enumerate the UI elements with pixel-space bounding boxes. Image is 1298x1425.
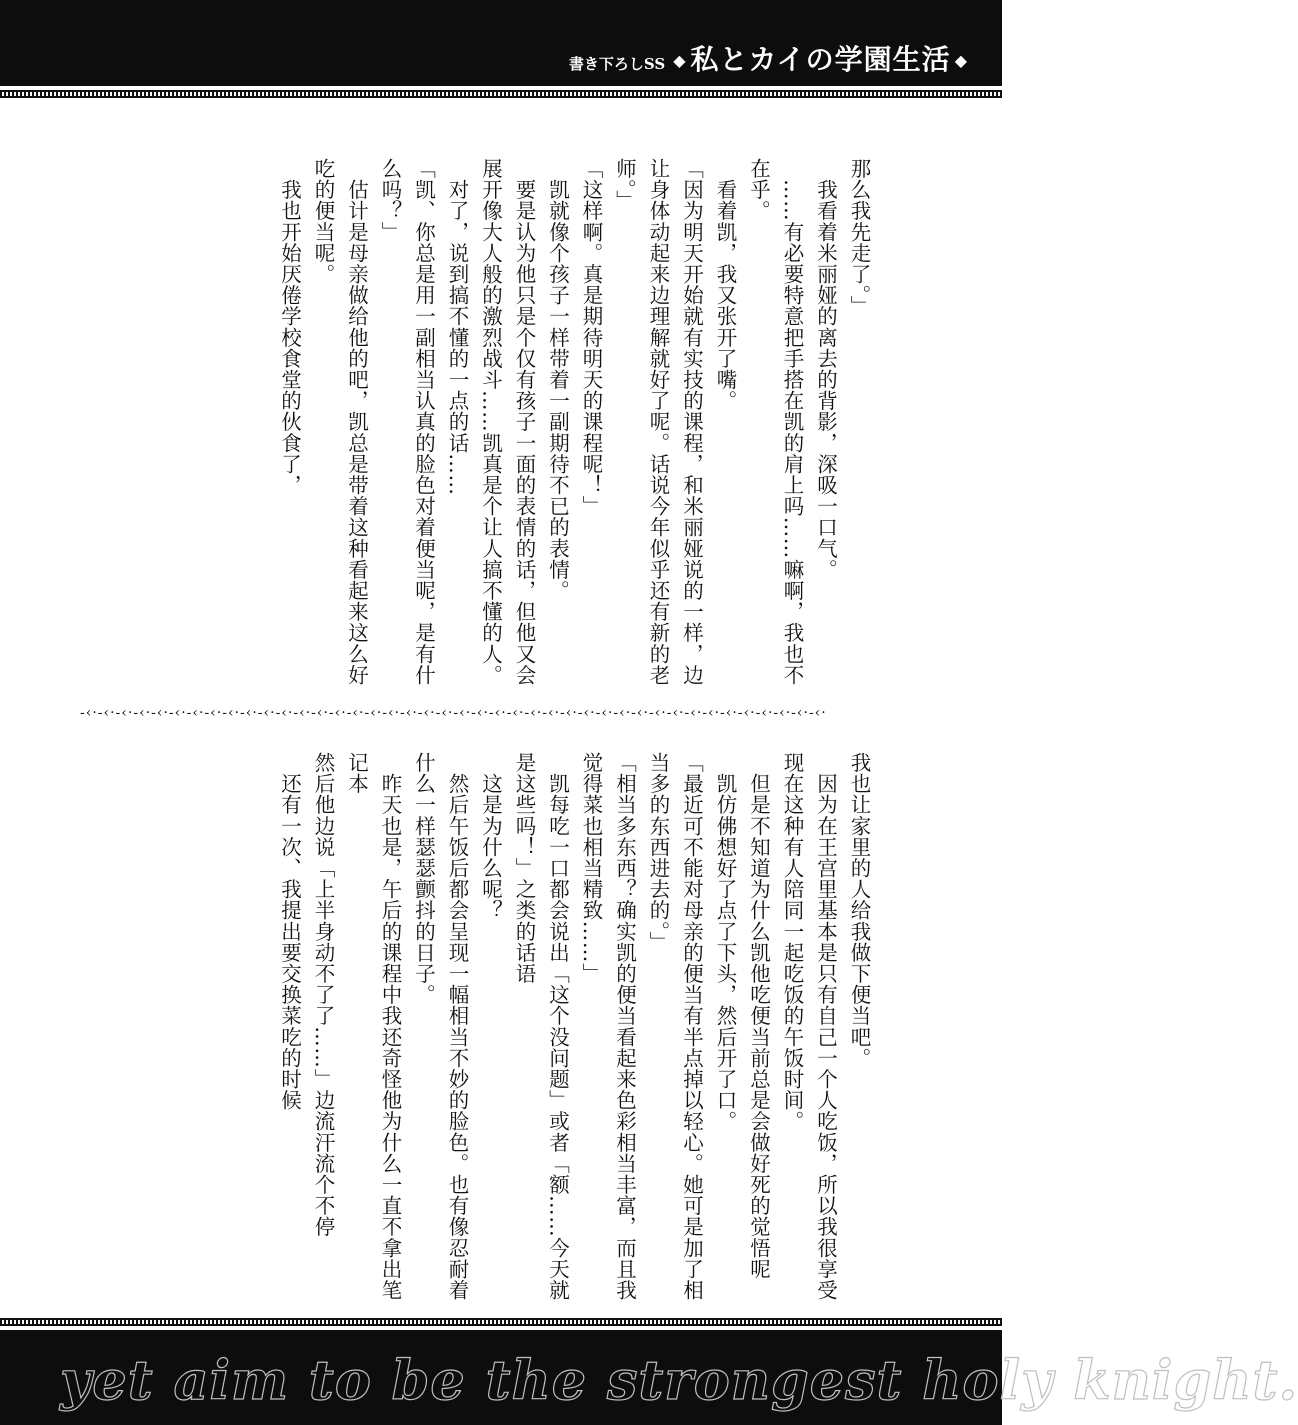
paragraph: 对了，说到搞不懂的一点的话……	[445, 158, 469, 496]
header-rule	[0, 90, 1002, 98]
paragraph: 那么我先走了。」	[847, 158, 871, 317]
paragraph: 「最近可不能对母亲的便当有半点掉以轻心。她可是加了相当多的东西进去的。」	[646, 752, 704, 1301]
paragraph: 我看着米丽娅的离去的背影，深吸一口气。	[813, 158, 838, 580]
paragraph: 凯每吃一口都会说出「这个没问题」或者「额……今天就是这些吗！」之类的话语	[512, 752, 570, 1301]
paragraph: 然后午饭后都会呈现一幅相当不妙的脸色。也有像忍耐着什么一样瑟瑟颤抖的日子。	[411, 752, 469, 1301]
diamond-separator: ◆	[673, 51, 687, 70]
paragraph: 「凯、你总是用一副相当认真的脸色对着便当呢，是有什么吗？」	[378, 158, 436, 686]
paragraph: 我也让家里的人给我做下便当吧。	[847, 752, 871, 1069]
header-title-text: 私とカイの学園生活	[690, 43, 951, 76]
paragraph: 估计是母亲做给他的吧，凯总是带着这种看起来这么好吃的便当呢。	[311, 158, 369, 686]
footer-motto: yet aim to be the strongest holy knight.	[60, 1348, 1298, 1412]
page-header	[0, 0, 1002, 86]
paragraph: 凯就像个孩子一样带着一副期待不已的表情。	[545, 158, 570, 602]
paragraph: 我也开始厌倦学校食堂的伙食了，	[277, 158, 302, 496]
scene-divider: -‹·-‹·-‹·-‹·-‹·-‹·-‹·-‹·-‹·-‹·-‹·-‹·-‹·-‹·-‹·-‹·-‹·-‹·-‹·-‹·-‹·-‹·-‹·-‹·-‹·-‹·-‹·-‹·-‹·-‹·-‹·-‹·-‹·-‹·-‹·-‹·-‹·-‹·-‹·-‹·-‹·-‹·	[80, 705, 827, 721]
footer-rule	[0, 1318, 1002, 1326]
paragraph: 「因为明天开始就有实技的课程，和米丽娅说的一样，边让身体动起来边理解就好了呢。话说今年似乎还有新的老师。」	[612, 158, 704, 686]
paragraph: 凯仿佛想好了点了下头，然后开了口。	[713, 752, 737, 1132]
header-label: 書き下ろしSS	[568, 55, 666, 73]
page-footer	[0, 1330, 1298, 1425]
paragraph: 昨天也是，午后的课程中我还奇怪他为什么一直不拿出笔记本	[344, 752, 402, 1301]
text-section-top	[150, 158, 875, 693]
paragraph: 然后他边说「上半身动不了了……」边流汗流个不停	[311, 752, 335, 1238]
paragraph: ……有必要特意把手搭在凯的肩上吗……嘛啊，我也不在乎。	[746, 158, 804, 686]
chapter-title	[569, 38, 972, 78]
paragraph: 但是不知道为什么凯他吃便当前总是会做好死的觉悟呢	[746, 752, 771, 1280]
paragraph: 要是认为他只是个仅有孩子一面的表情的话，但他又会展开像大人般的激烈战斗……凯真是个让人搞不懂的人。	[478, 158, 536, 686]
diamond-end-mark: ◆	[954, 51, 968, 70]
paragraph: 「这样啊。真是期待明天的课程呢！」	[579, 158, 603, 517]
paragraph: 这是为什么呢？	[478, 752, 503, 921]
paragraph: 还有一次、我提出要交换菜吃的时候	[277, 752, 302, 1111]
text-section-bottom	[150, 752, 875, 1307]
paragraph: 看着凯，我又张开了嘴。	[713, 158, 737, 412]
paragraph: 因为在王宫里基本是只有自己一个人吃饭，所以我很享受现在这种有人陪同一起吃饭的午饭时间。	[780, 752, 838, 1301]
paragraph: 「相当多东西？确实凯的便当看起来色彩相当丰富，而且我觉得菜也相当精致……」	[579, 752, 637, 1301]
